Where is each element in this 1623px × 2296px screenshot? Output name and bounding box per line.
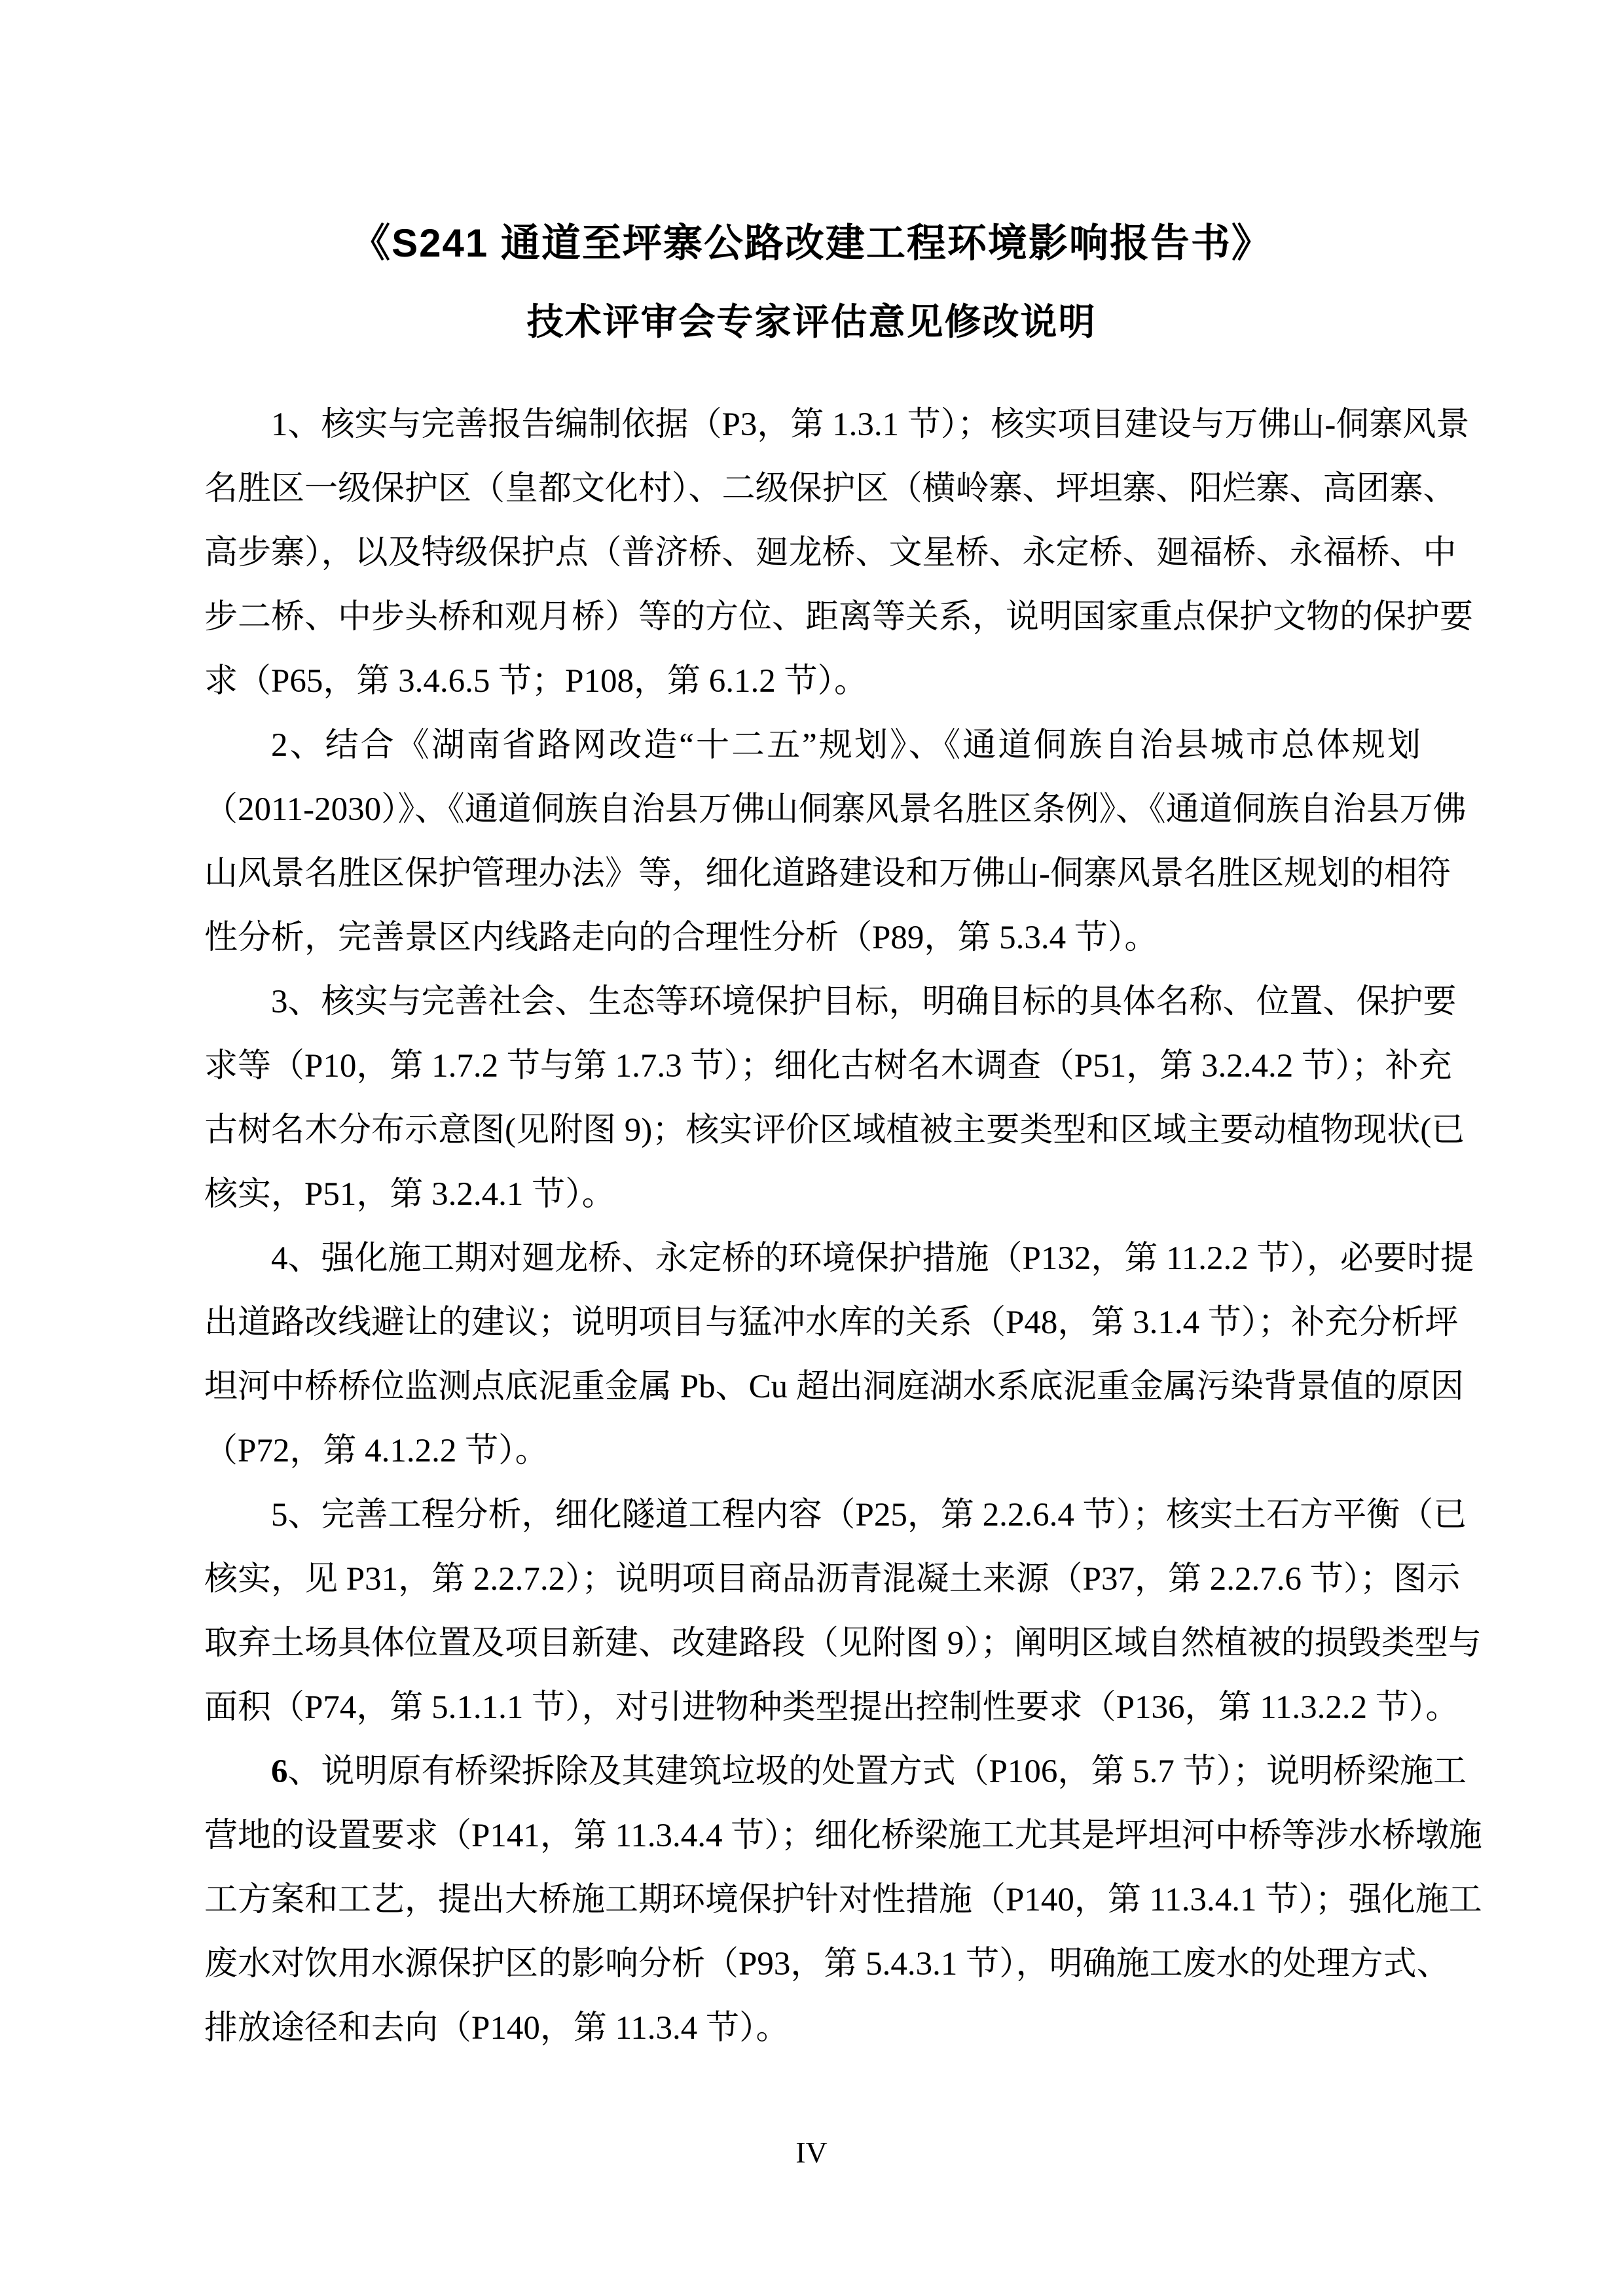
paragraph-2 (204, 713, 1467, 970)
text-line: 性分析，完善景区内线路走向的合理性分析（P89，第 5.3.4 节）。 (204, 920, 1158, 956)
text-line: （P72，第 4.1.2.2 节）。 (204, 1433, 549, 1469)
page-number: IV (795, 2136, 828, 2169)
text-line: 坦河中桥桥位监测点底泥重金属 Pb、Cu 超出洞庭湖水系底泥重金属污染背景值的原因 (204, 1369, 1464, 1405)
document-subtitle: 技术评审会专家评估意见修改说明 (526, 301, 1097, 342)
text-line (204, 1740, 1467, 1804)
text-line: 名胜区一级保护区（皇都文化村）、二级保护区（横岭寨、坪坦寨、阳烂寨、高团寨、 (204, 471, 1457, 507)
text-line: 出道路改线避让的建议；说明项目与猛冲水库的关系（P48，第 3.1.4 节）；补充分析坪 (204, 1304, 1459, 1341)
paragraph-5 (204, 1483, 1482, 1740)
text-line: 营地的设置要求（P141，第 11.3.4.4 节）；细化桥梁施工尤其是坪坦河中桥等涉水桥墩施 (204, 1818, 1482, 1854)
text-line: 废水对饮用水源保护区的影响分析（P93，第 5.4.3.1 节），明确施工废水的处理方式、 (204, 1946, 1450, 1982)
text-line: 求（P65，第 3.4.6.5 节；P108，第 6.1.2 节）。 (204, 663, 867, 700)
text-line: 工方案和工艺，提出大桥施工期环境保护针对性措施（P140，第 11.3.4.1 节）；强化施工 (204, 1882, 1482, 1918)
text-line: 山风景名胜区保护管理办法》等，细化道路建设和万佛山-侗寨风景名胜区规划的相符 (204, 855, 1451, 892)
paragraph-number-bold: 6 (271, 1753, 288, 1790)
text-line: 排放途径和去向（P140，第 11.3.4 节）。 (204, 2010, 790, 2047)
document-title: 《S241 通道至坪寨公路改建工程环境影响报告书》 (351, 221, 1272, 265)
text-line: 4、强化施工期对廻龙桥、永定桥的环境保护措施（P132，第 11.2.2 节），必要时提 (271, 1240, 1474, 1277)
paragraph-3 (204, 970, 1465, 1227)
text-line: 核实，P51，第 3.2.4.1 节）。 (204, 1176, 615, 1213)
text-line: 1、核实与完善报告编制依据（P3，第 1.3.1 节）；核实项目建设与万佛山-侗寨风景 (271, 406, 1470, 443)
text-line: 步二桥、中步头桥和观月桥）等的方位、距离等关系，说明国家重点保护文物的保护要 (204, 599, 1474, 636)
paragraph-6 (204, 1740, 1482, 2060)
text-line: 5、完善工程分析，细化隧道工程内容（P25，第 2.2.6.4 节）；核实土石方平衡（已 (271, 1497, 1467, 1534)
text-line: 高步寨），以及特级保护点（普济桥、廻龙桥、文星桥、永定桥、廻福桥、永福桥、中 (204, 535, 1457, 571)
text-line: 3、核实与完善社会、生态等环境保护目标，明确目标的具体名称、位置、保护要 (271, 984, 1457, 1020)
text-line: 核实，见 P31，第 2.2.7.2）；说明项目商品沥青混凝土来源（P37，第 2.2.7.6 节）；图示 (204, 1561, 1461, 1598)
text-line: 取弃土场具体位置及项目新建、改建路段（见附图 9）；阐明区域自然植被的损毁类型与 (204, 1625, 1482, 1662)
text-line: 古树名木分布示意图(见附图 9)；核实评价区域植被主要类型和区域主要动植物现状(已 (204, 1112, 1465, 1149)
text-line: 面积（P74，第 5.1.1.1 节），对引进物种类型提出控制性要求（P136，第 11.3.2.2 节）。 (204, 1689, 1459, 1726)
text-line: 2、结合《湖南省路网改造“十二五”规划》、《通道侗族自治县城市总体规划 (271, 727, 1421, 764)
document-body (204, 393, 1482, 2060)
text-line: 求等（P10，第 1.7.2 节与第 1.7.3 节）；细化古树名木调查（P51，第 3.2.4.2 节）；补充 (204, 1048, 1452, 1085)
paragraph-4 (204, 1227, 1474, 1483)
paragraph-text: 、说明原有桥梁拆除及其建筑垃圾的处置方式（P106，第 5.7 节）；说明桥梁施工 (287, 1753, 1467, 1790)
text-line: （2011-2030）》、《通道侗族自治县万佛山侗寨风景名胜区条例》、《通道侗族自治县万佛 (204, 791, 1467, 828)
paragraph-1 (204, 393, 1474, 713)
